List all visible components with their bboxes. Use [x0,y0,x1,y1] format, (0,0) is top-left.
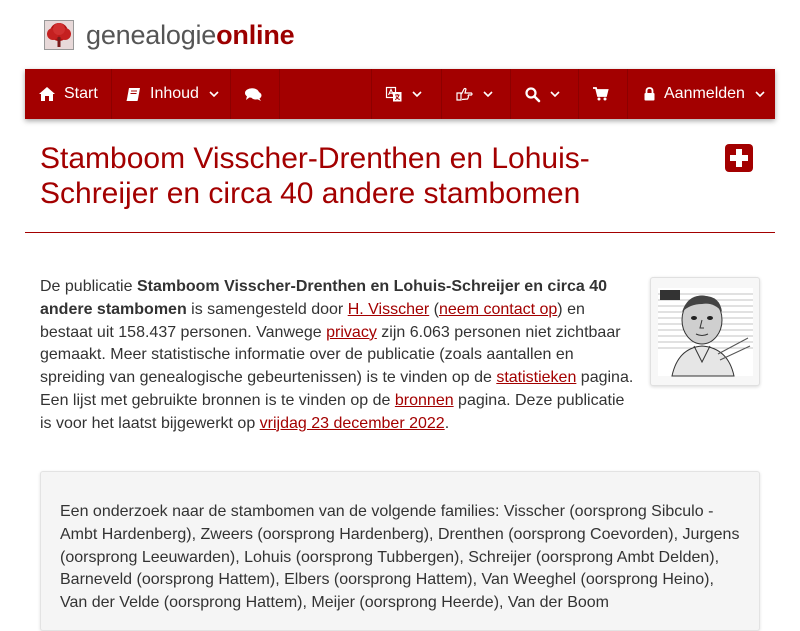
description-text: Een onderzoek naar de stambomen van de volgende families: Visscher (oorsprong Sibculo - Ambt Hardenberg), Zweers (oorsprong Hardenberg), Drenthen (oorsprong Coevorden), Jurgens (oorsprong Leeuwarden), Lohuis (oorsprong Tubbergen), Schreijer (oorsprong Ambt Delden), Barneveld (oorsprong Hattem), Elbers (oorsprong Hattem), Van Weeghel (oorsprong Heino), Van der Velde (oorsprong Hattem), Meijer (oorsprong Heerde), Van der Boom [60,503,740,612]
chevron-down-icon [483,91,493,98]
intro-text: ( [429,300,439,318]
portrait-sketch-image [658,288,753,376]
site-logo[interactable] [44,18,294,52]
logo-text [86,20,294,51]
sources-link[interactable]: bronnen [394,391,454,409]
intro-text: pagina. Een lijst met gebruikte bronnen is te vinden op de [40,369,634,409]
cart-icon [593,87,608,101]
author-link[interactable]: H. Visscher [347,300,430,318]
main-navbar [25,69,775,119]
description-box [40,471,760,631]
publication-intro [40,276,638,436]
nav-language[interactable] [372,69,442,119]
nav-aanmelden[interactable] [628,69,775,119]
chevron-down-icon [755,91,765,98]
nav-inhoud[interactable] [112,69,231,119]
intro-text: pagina. Deze publicatie is voor het laatst bijgewerkt op [40,391,625,432]
intro-text: is samengesteld door [186,300,348,318]
title-divider [25,232,775,233]
chevron-down-icon [550,91,560,98]
intro-text: zijn 6.063 personen niet zichtbaar gemaakt. Meer statistische informatie over de publicatie (zoals aantallen en spreiding van genealogische gebeurtenissen) is te vinden op de [40,323,621,387]
home-icon [39,87,55,101]
comments-icon [245,88,262,101]
chevron-down-icon [209,91,219,98]
nav-forum[interactable] [231,69,280,119]
nav-hand[interactable] [442,69,511,119]
intro-text: De publicatie [40,278,137,295]
nav-search[interactable] [511,69,579,119]
statistics-link[interactable]: statistieken [496,369,577,387]
chevron-down-icon [412,91,422,98]
logo-text-part1: genealogie [86,19,217,50]
language-icon [386,87,402,102]
nav-aanmelden-label: Aanmelden [664,85,745,102]
add-button[interactable] [725,144,753,172]
publication-thumbnail[interactable] [650,277,760,386]
tree-logo-icon [44,20,74,50]
intro-text: . [444,414,450,432]
privacy-link[interactable]: privacy [326,323,377,341]
nav-inhoud-label: Inhoud [150,85,199,102]
book-icon [126,87,141,102]
lock-icon [644,87,655,101]
nav-start[interactable] [25,69,112,119]
publication-name: Stamboom Visscher-Drenthen en Lohuis-Schreijer en circa 40 andere stambomen [40,278,608,318]
contact-link[interactable]: neem contact op [439,300,558,318]
hand-point-icon [456,87,473,101]
update-date-link[interactable]: vrijdag 23 december 2022 [259,414,445,432]
nav-spacer [280,69,372,119]
search-icon [525,87,540,102]
intro-text: ) en bestaat uit 158.437 personen. Vanwege [40,300,585,341]
nav-cart[interactable] [579,69,628,119]
page-title: Stamboom Visscher-Drenthen en Lohuis-Schreijer en circa 40 andere stambomen [40,142,590,210]
nav-start-label: Start [64,85,98,102]
logo-text-part2: online [216,19,295,50]
